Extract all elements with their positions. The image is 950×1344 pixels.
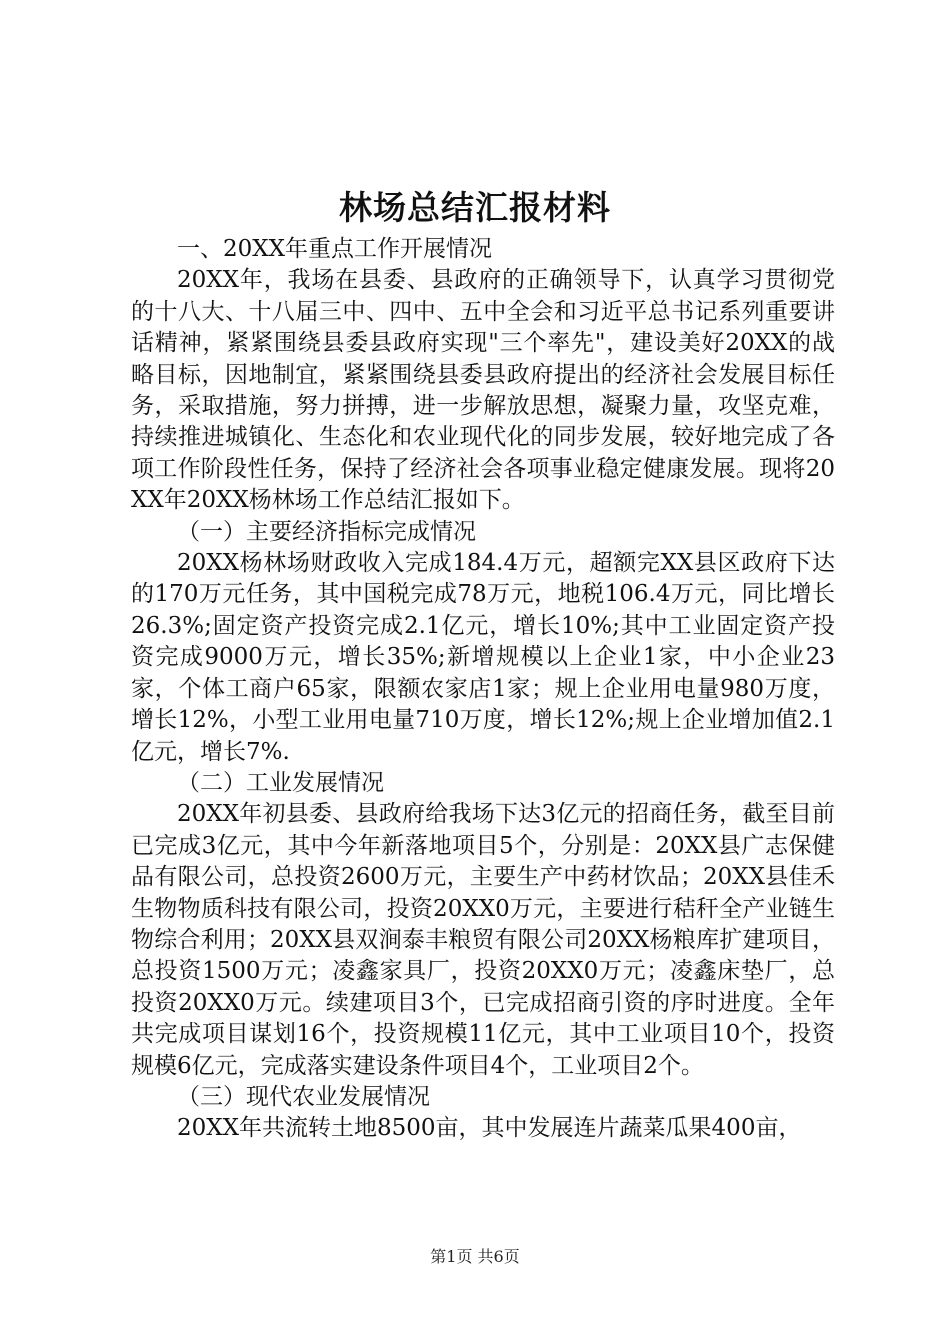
economic-indicators-paragraph: 20XX杨林场财政收入完成184.4万元，超额完XX县区政府下达的170万元任务，其中国税完成78万元，地税106.4万元，同比增长26.3%;固定资产投资完成2.1亿元，增长10%;其中工业固定资产投资完成9000万元，增长35%;新增规模以上企业1家，中小企业23家，个体工商户65家，限额农家店1家；规上企业用电量980万度，增长12%，小型工业用电量710万度，增长12%;规上企业增加值2.1亿元，增长7%. — [131, 550, 835, 765]
section-heading: 一、20XX年重点工作开展情况 — [177, 236, 493, 262]
document-body — [131, 234, 835, 1145]
subsection-heading-industry: （二）工业发展情况 — [177, 769, 384, 796]
subsection-heading-agriculture: （三）现代农业发展情况 — [177, 1083, 430, 1110]
agriculture-paragraph: 20XX年共流转土地8500亩，其中发展连片蔬菜瓜果400亩， — [177, 1115, 802, 1142]
subsection-heading-economic-indicators: （一）主要经济指标完成情况 — [177, 518, 476, 545]
document-title: 林场总结汇报材料 — [339, 188, 611, 227]
page-indicator: 第1页 共6页 — [430, 1247, 520, 1266]
intro-paragraph: 20XX年，我场在县委、县政府的正确领导下，认真学习贯彻党的十八大、十八届三中、四中、五中全会和习近平总书记系列重要讲话精神，紧紧围绕县委县政府实现"三个率先"，建设美好20XX的战略目标，因地制宜，紧紧围绕县委县政府提出的经济社会发展目标任务，采取措施，努力拼搏，进一步解放思想，凝聚力量，攻坚克难，持续推进城镇化、生态化和农业现代化的同步发展，较好地完成了各项工作阶段性任务，保持了经济社会各项事业稳定健康发展。现将20XX年20XX杨林场工作总结汇报如下。 — [131, 267, 835, 514]
industry-paragraph: 20XX年初县委、县政府给我场下达3亿元的招商任务，截至目前已完成3亿元，其中今年新落地项目5个，分别是：20XX县广志保健品有限公司，总投资2600万元，主要生产中药材饮品；20XX县佳禾生物物质科技有限公司，投资20XX0万元，主要进行秸秆全产业链生物综合利用；20XX县双涧泰丰粮贸有限公司20XX杨粮库扩建项目，总投资1500万元；凌鑫家具厂，投资20XX0万元；凌鑫床垫厂，总投资20XX0万元。续建项目3个，已完成招商引资的序时进度。全年共完成项目谋划16个，投资规模11亿元，其中工业项目10个，投资规模6亿元，完成落实建设条件项目4个，工业项目2个。 — [131, 801, 835, 1079]
